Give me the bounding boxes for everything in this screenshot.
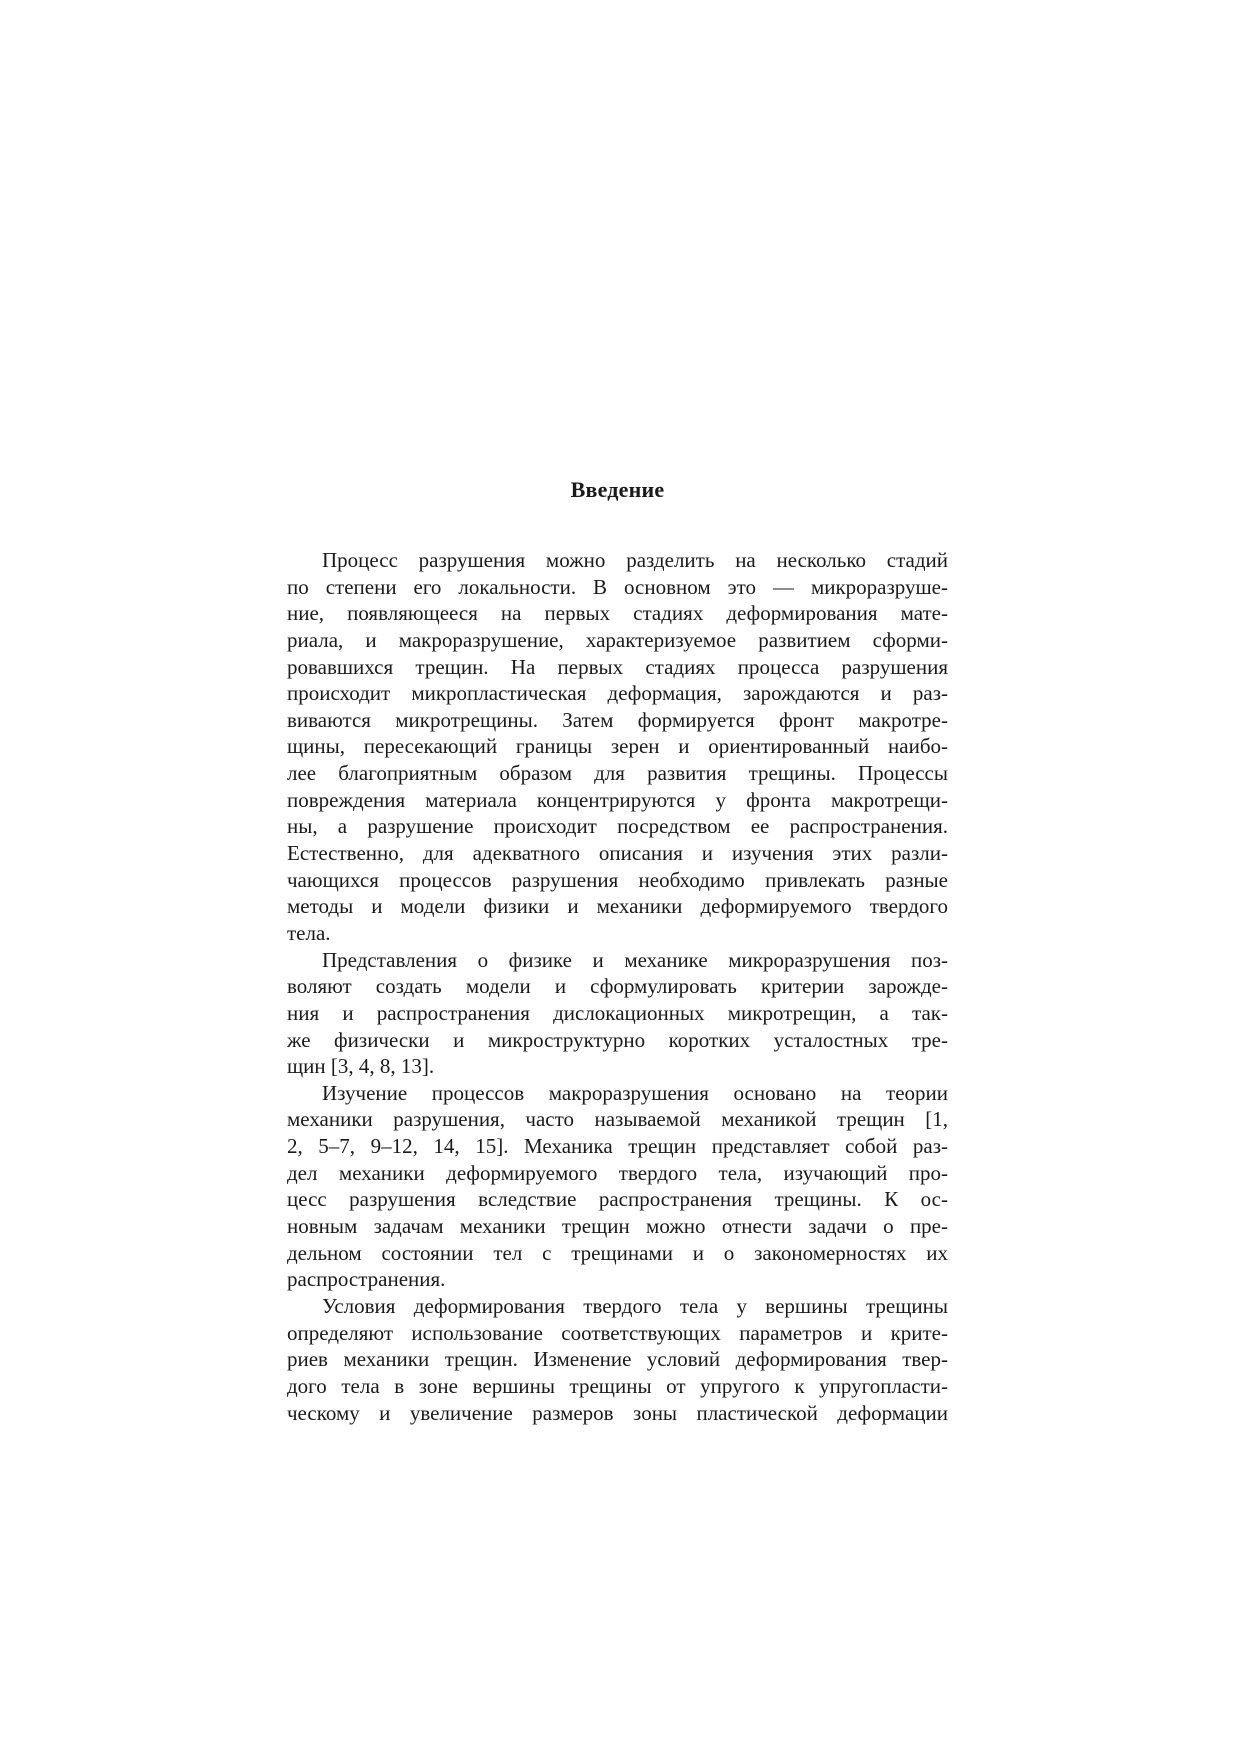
paragraph-line: Условия деформирования твердого тела у вершины трещины <box>322 1293 948 1318</box>
paragraph-line: методы и модели физики и механики деформируемого твердого <box>287 894 948 919</box>
paragraph-line: воляют создать модели и сформулировать критерии зарожде- <box>287 974 948 999</box>
paragraph-line: ны, а разрушение происходит посредством ее распространения. <box>287 814 948 839</box>
paragraph-line: дельном состоянии тел с трещинами и о закономерностях их <box>287 1240 948 1265</box>
paragraph-line: Процесс разрушения можно разделить на несколько стадий <box>322 548 948 572</box>
paragraph-line: дого тела в зоне вершины трещины от упругого к упругопласти- <box>287 1373 948 1398</box>
paragraph-line: Естественно, для адекватного описания и изучения этих разли- <box>287 841 948 866</box>
paragraph-line: ческому и увеличение размеров зоны пластической деформации <box>287 1400 948 1425</box>
paragraph-line: лее благоприятным образом для развития трещины. Процессы <box>287 761 948 786</box>
paragraph-line: ние, появляющееся на первых стадиях деформирования мате- <box>287 601 948 626</box>
paragraph-line: цесс разрушения вследствие распространения трещины. К ос- <box>287 1187 948 1212</box>
paragraph-line: по степени его локальности. В основном это — микроразруше- <box>287 574 948 599</box>
paragraph <box>287 1293 948 1426</box>
body-text <box>287 547 948 1426</box>
paragraph-line: чающихся процессов разрушения необходимо привлекать разные <box>287 867 948 892</box>
paragraph-line: определяют использование соответствующих параметров и крите- <box>287 1320 948 1345</box>
paragraph-line: тела. <box>287 920 331 945</box>
paragraph-line: Изучение процессов макроразрушения основано на теории <box>322 1080 948 1105</box>
paragraph <box>287 547 948 947</box>
paragraph-line: виваются микротрещины. Затем формируется фронт макротре- <box>287 707 948 732</box>
paragraph-line: риала, и макроразрушение, характеризуемое развитием сформи- <box>287 627 948 652</box>
paragraph-line: риев механики трещин. Изменение условий деформирования твер- <box>287 1347 948 1372</box>
paragraph-line: же физически и микроструктурно коротких усталостных тре- <box>287 1027 948 1052</box>
paragraph-line: повреждения материала концентрируются у фронта макротрещи- <box>287 787 948 812</box>
paragraph-line: механики разрушения, часто называемой механикой трещин [1, <box>287 1107 948 1132</box>
paragraph-line: распространения. <box>287 1267 446 1292</box>
paragraph-line: ровавшихся трещин. На первых стадиях процесса разрушения <box>287 654 948 679</box>
page-title: Введение <box>570 477 665 502</box>
paragraph-line: 2, 5–7, 9–12, 14, 15]. Механика трещин представляет собой раз- <box>287 1134 948 1159</box>
paragraph-line: происходит микропластическая деформация, зарождаются и раз- <box>287 681 948 706</box>
paragraph-line: новным задачам механики трещин можно отнести задачи о пре- <box>287 1214 948 1239</box>
paragraph <box>287 1080 948 1293</box>
paragraph-line: дел механики деформируемого твердого тела, изучающий про- <box>287 1160 948 1185</box>
paragraph-line: щины, пересекающий границы зерен и ориентированный наибо- <box>287 734 948 759</box>
paragraph-line: Представления о физике и механике микроразрушения поз- <box>322 947 948 972</box>
paragraph <box>287 947 948 1080</box>
paragraph-line: щин [3, 4, 8, 13]. <box>287 1054 435 1079</box>
paragraph-line: ния и распространения дислокационных микротрещин, а так- <box>287 1000 948 1025</box>
